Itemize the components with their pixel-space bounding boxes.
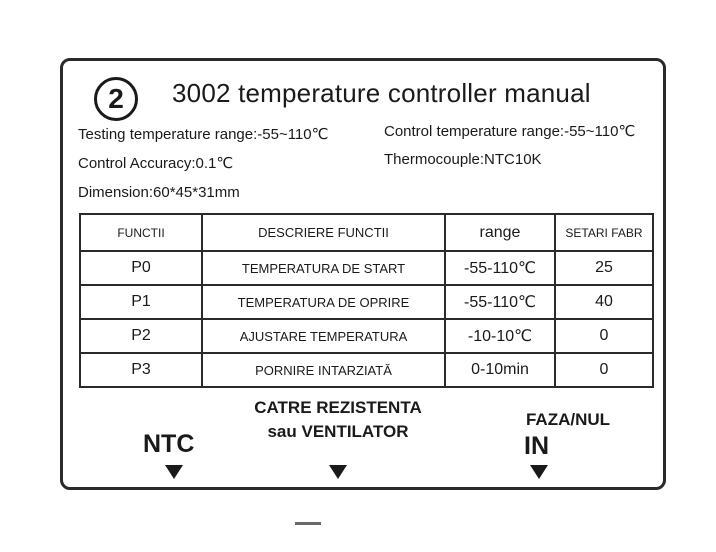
thermocouple-spec: Thermocouple:NTC10K (384, 151, 542, 168)
function-code: P1 (80, 285, 202, 319)
ntc-arrow-icon (165, 465, 183, 479)
out-note-line-2: sau VENTILATOR (267, 422, 409, 441)
in-terminal-note: FAZA/NUL (508, 408, 628, 432)
function-description: TEMPERATURA DE START (202, 251, 445, 285)
function-code: P3 (80, 353, 202, 387)
function-code: P0 (80, 251, 202, 285)
function-range: 0-10min (445, 353, 555, 387)
in-arrow-icon (530, 465, 548, 479)
header-range: range (445, 214, 555, 251)
header-function: FUNCTII (80, 214, 202, 251)
header-factory-settings: SETARI FABR (555, 214, 653, 251)
section-number-badge: 2 (94, 77, 138, 121)
table-row (80, 251, 653, 285)
table-row (80, 353, 653, 387)
scan-mark (295, 522, 321, 525)
table-row (80, 319, 653, 353)
control-accuracy: Control Accuracy:0.1℃ (78, 155, 234, 172)
function-description: AJUSTARE TEMPERATURA (202, 319, 445, 353)
testing-temperature-range: Testing temperature range:-55~110℃ (78, 126, 329, 143)
function-description: TEMPERATURA DE OPRIRE (202, 285, 445, 319)
table-row (80, 285, 653, 319)
function-range: -55-110℃ (445, 285, 555, 319)
ntc-terminal-label: NTC (143, 430, 195, 458)
functions-table (79, 213, 654, 388)
table-header-row (80, 214, 653, 251)
header-description: DESCRIERE FUNCTII (202, 214, 445, 251)
function-range: -55-110℃ (445, 251, 555, 285)
out-note-line-1: CATRE REZISTENTA (254, 398, 422, 417)
function-code: P2 (80, 319, 202, 353)
dimension-spec: Dimension:60*45*31mm (78, 184, 240, 201)
out-terminal-note (240, 396, 436, 444)
in-terminal-label: IN (524, 432, 549, 460)
factory-value: 0 (555, 353, 653, 387)
out-arrow-icon (329, 465, 347, 479)
function-range: -10-10℃ (445, 319, 555, 353)
factory-value: 40 (555, 285, 653, 319)
control-temperature-range: Control temperature range:-55~110℃ (384, 123, 636, 140)
function-description: PORNIRE INTARZIATĂ (202, 353, 445, 387)
manual-title: 3002 temperature controller manual (172, 78, 591, 108)
factory-value: 25 (555, 251, 653, 285)
factory-value: 0 (555, 319, 653, 353)
